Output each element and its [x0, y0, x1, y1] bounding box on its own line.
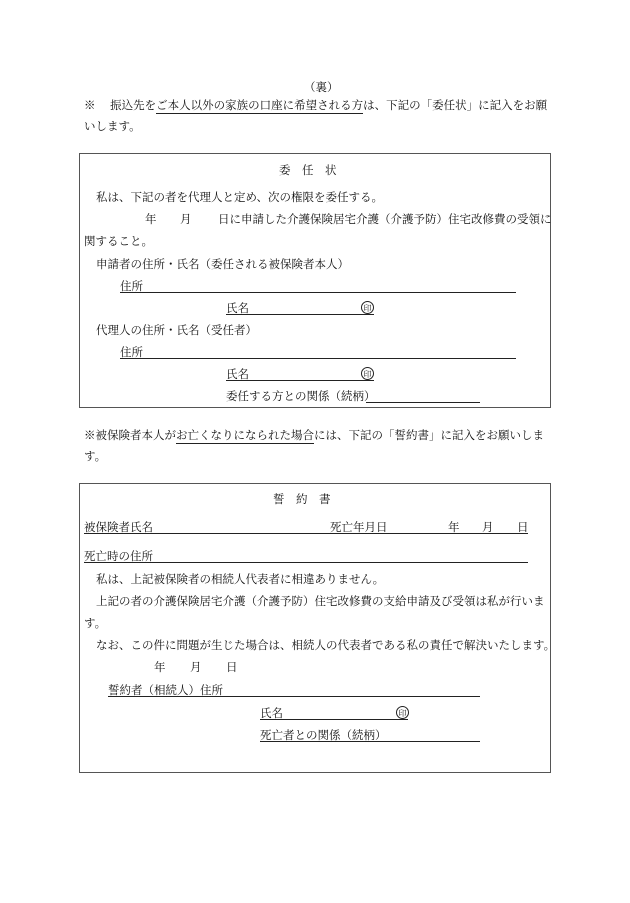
insured-name-label: 被保険者氏名 [84, 520, 153, 534]
applicant-address-field[interactable] [120, 292, 516, 293]
pledger-relation-label: 死亡者との関係（続柄） [260, 728, 387, 742]
insured-name-field[interactable] [84, 533, 528, 534]
applicant-address-label: 住所 [120, 279, 143, 293]
agent-heading: 代理人の住所・氏名（受任者） [96, 323, 257, 337]
instruction-emphasis: ご本人以外の家族の口座に希望される方 [156, 98, 364, 112]
page-side-label: （裏） [304, 80, 339, 94]
applicant-name-label: 氏名 [226, 301, 249, 315]
death-date-label: 死亡年月日 [330, 520, 388, 534]
proxy-form-title: 委 任 状 [279, 163, 337, 177]
pledge-form-title: 誓 約 書 [273, 492, 331, 506]
agent-address-field[interactable] [120, 358, 516, 359]
agent-seal-icon: 印 [361, 367, 374, 380]
deceased-emphasis: お亡くなりになられた場合 [176, 428, 314, 442]
pledge-para-2-end: す。 [84, 616, 107, 630]
applicant-name-field[interactable] [226, 314, 374, 315]
pledger-seal-icon: 印 [396, 706, 409, 719]
applicant-heading: 申請者の住所・氏名（委任される被保険者本人） [96, 257, 349, 271]
death-date-day[interactable]: 日 [517, 520, 529, 534]
pledge-para-1: 私は、上記被保険者の相続人代表者に相違ありません。 [96, 572, 385, 586]
pledge-para-3: なお、この件に問題が生じた場合は、相続人の代表者である私の責任で解決いたします。 [96, 638, 556, 652]
deceased-prefix: ※被保険者本人が [84, 428, 176, 442]
pledger-address-field[interactable] [108, 696, 480, 697]
proxy-date-year[interactable]: 年 [145, 212, 157, 226]
pledge-date-month[interactable]: 月 [190, 660, 202, 674]
death-date-year[interactable]: 年 [448, 520, 460, 534]
pledge-date-day[interactable]: 日 [226, 660, 238, 674]
deceased-instruction [84, 430, 544, 442]
proxy-instruction-line2: いします。 [84, 119, 141, 133]
proxy-statement: 私は、下記の者を代理人と定め、次の権限を委任する。 [96, 190, 384, 204]
pledger-name-label: 氏名 [260, 706, 283, 720]
applicant-seal-icon: 印 [361, 301, 374, 314]
pledger-name-field[interactable] [260, 719, 408, 720]
proxy-instruction [84, 100, 547, 112]
pledge-date-year[interactable]: 年 [154, 660, 166, 674]
address-at-death-label: 死亡時の住所 [84, 549, 153, 563]
deceased-suffix: には、下記の「誓約書」に記入をお願いしま [314, 428, 544, 442]
proxy-date-month[interactable]: 月 [180, 212, 192, 226]
death-date-month[interactable]: 月 [482, 520, 494, 534]
proxy-date-clause: 日に申請した介護保険居宅介護（介護予防）住宅改修費の受領に [218, 212, 552, 226]
agent-name-label: 氏名 [226, 367, 249, 381]
agent-name-field[interactable] [226, 380, 374, 381]
agent-relation-field[interactable] [366, 402, 480, 403]
pledge-para-2: 上記の者の介護保険居宅介護（介護予防）住宅改修費の支給申請及び受領は私が行いま [96, 594, 545, 608]
agent-relation-label: 委任する方との関係（続柄） [226, 389, 376, 403]
address-at-death-field[interactable] [84, 562, 528, 563]
proxy-clause-end: 関すること。 [84, 234, 153, 248]
instruction-suffix: は、下記の「委任状」に記入をお願 [363, 98, 548, 112]
agent-address-label: 住所 [120, 345, 143, 359]
pledger-relation-field[interactable] [260, 741, 480, 742]
note-mark: ※ [84, 98, 96, 112]
pledger-address-label: 誓約者（相続人）住所 [108, 683, 223, 697]
deceased-instruction-line2: す。 [84, 449, 107, 463]
instruction-prefix: 振込先を [110, 98, 157, 112]
